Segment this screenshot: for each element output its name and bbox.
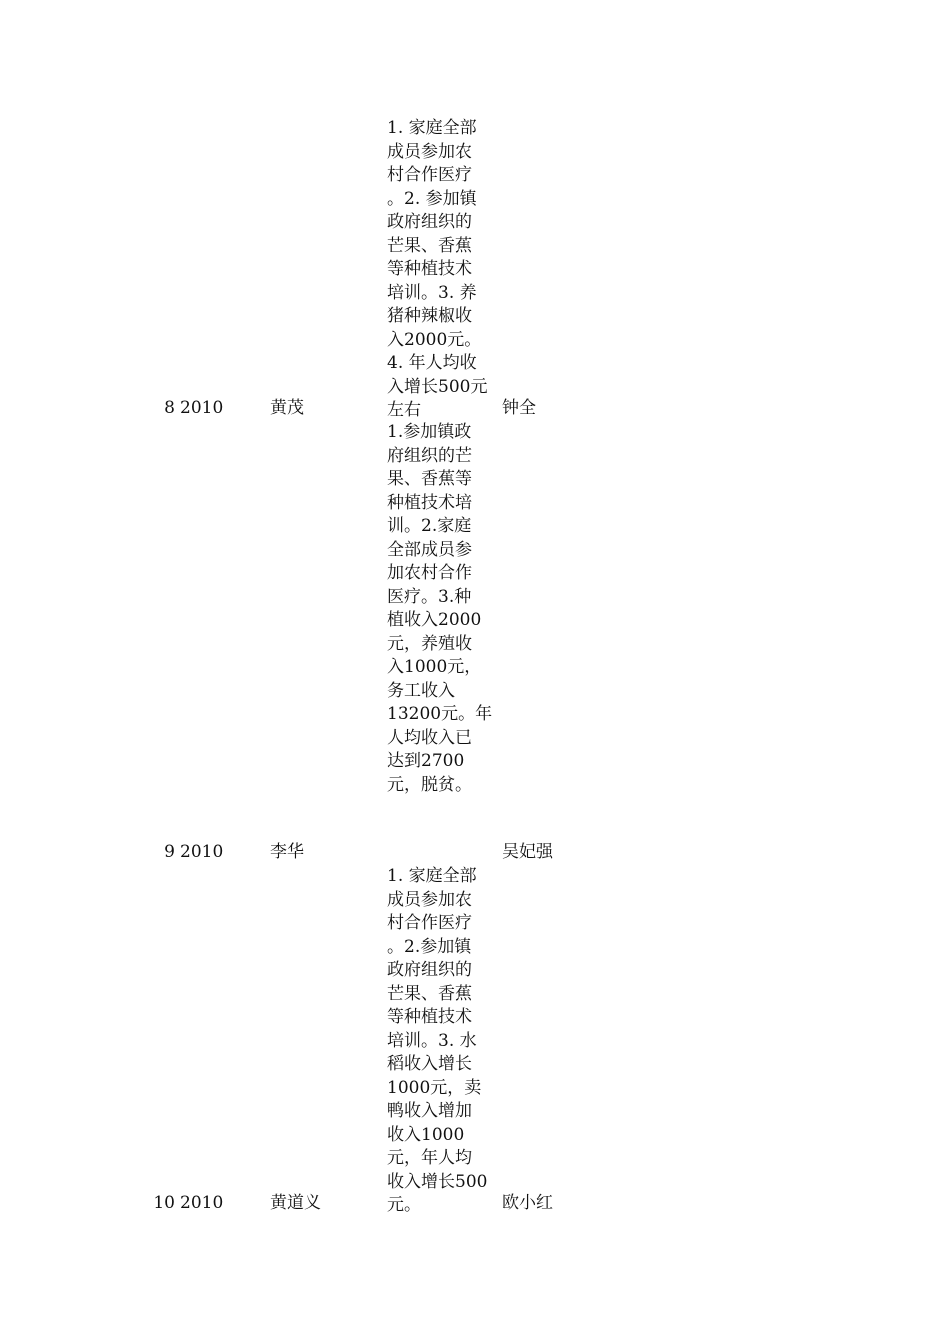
measures-line: 入1000元， xyxy=(387,657,482,677)
measures-line: 培训。3. 养 xyxy=(387,282,477,303)
measures-line: 左右 xyxy=(387,400,421,420)
measures-line: 4. 年人均收 xyxy=(387,353,477,373)
measures-line: 1. 家庭全部 xyxy=(387,866,477,886)
measures-line: 入2000元。 xyxy=(387,329,482,350)
measures-line: 元，养殖收 xyxy=(387,633,472,654)
measures-line: 稻收入增长 xyxy=(387,1054,472,1074)
measures-cell xyxy=(387,865,493,1218)
measures-line: 培训。3. 水 xyxy=(387,1030,477,1051)
measures-line: 1000元，卖 xyxy=(387,1077,482,1098)
row-year: 2010 xyxy=(180,1193,224,1213)
row-contact: 钟全 xyxy=(502,398,536,418)
measures-line: 果、香蕉等 xyxy=(387,469,472,489)
measures-line: 芒果、香蕉 xyxy=(387,235,472,256)
measures-line: 等种植技术 xyxy=(387,259,472,279)
measures-line: 政府组织的 xyxy=(387,212,472,232)
measures-line: 。2. 参加镇 xyxy=(387,188,477,209)
row-index: 8 xyxy=(164,398,175,418)
row-index: 10 xyxy=(153,1193,175,1213)
measures-line: 元。 xyxy=(387,1195,421,1215)
measures-line: 猪种辣椒收 xyxy=(387,306,472,326)
measures-cell xyxy=(387,117,493,423)
measures-line: 府组织的芒 xyxy=(387,445,472,466)
measures-line: 全部成员参 xyxy=(387,539,472,560)
measures-line: 成员参加农 xyxy=(387,889,472,910)
measures-line: 元，脱贫。 xyxy=(387,774,472,795)
measures-line: 成员参加农 xyxy=(387,141,472,162)
measures-line: 植收入2000 xyxy=(387,610,482,630)
measures-line: 村合作医疗 xyxy=(387,165,472,185)
measures-line: 种植技术培 xyxy=(387,492,472,513)
row-contact: 欧小红 xyxy=(502,1193,553,1213)
row-contact: 吴妃强 xyxy=(502,842,553,862)
row-year: 2010 xyxy=(180,842,224,862)
measures-line: 入增长500元 xyxy=(387,376,488,397)
measures-line: 人均收入已 xyxy=(387,727,472,748)
measures-line: 1.参加镇政 xyxy=(387,422,472,442)
row-name: 李华 xyxy=(270,842,304,862)
measures-line: 元，年人均 xyxy=(387,1148,472,1168)
measures-line: 训。2.家庭 xyxy=(387,516,472,536)
measures-line: 鸭收入增加 xyxy=(387,1101,472,1121)
measures-line: 加农村合作 xyxy=(387,563,472,583)
measures-line: 务工收入 xyxy=(387,680,455,701)
row-year: 2010 xyxy=(180,398,224,418)
measures-line: 收入增长500 xyxy=(387,1171,488,1192)
measures-line: 芒果、香蕉 xyxy=(387,983,472,1004)
measures-line: 1. 家庭全部 xyxy=(387,118,477,138)
measures-line: 。2.参加镇 xyxy=(387,936,472,957)
measures-line: 13200元。年 xyxy=(387,704,493,724)
row-name: 黄道义 xyxy=(270,1193,321,1213)
measures-line: 达到2700 xyxy=(387,751,465,771)
measures-line: 收入1000 xyxy=(387,1124,465,1145)
measures-line: 医疗。3.种 xyxy=(387,586,472,607)
measures-line: 政府组织的 xyxy=(387,960,472,980)
row-index: 9 xyxy=(164,842,175,862)
measures-cell xyxy=(387,421,493,797)
row-name: 黄茂 xyxy=(270,398,304,418)
measures-line: 村合作医疗 xyxy=(387,913,472,933)
measures-line: 等种植技术 xyxy=(387,1007,472,1027)
